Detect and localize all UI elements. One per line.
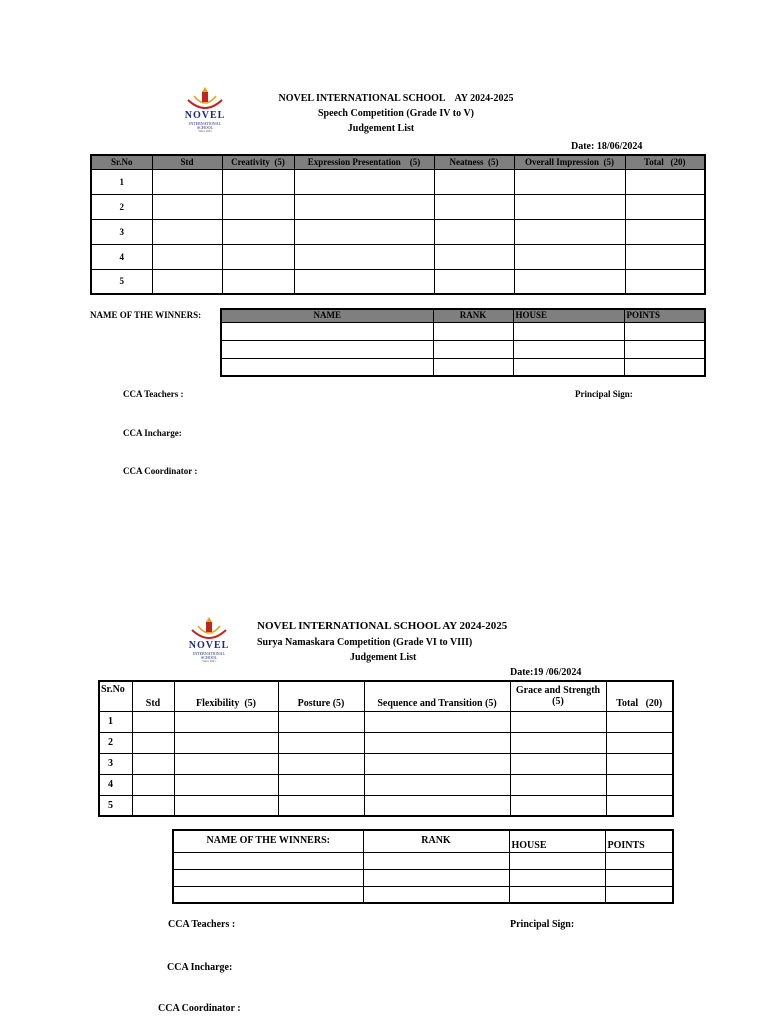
table-row [99,711,673,732]
judgement-list-title: Judgement List [350,652,417,663]
entry-cell[interactable] [434,219,514,244]
col-header: Flexibility (5) [174,681,278,711]
entry-cell[interactable] [152,244,222,269]
entry-cell[interactable] [606,711,673,732]
col-header: Std [132,681,174,711]
table-row [91,244,705,269]
entry-cell[interactable] [433,358,513,376]
entry-cell[interactable] [514,269,625,294]
entry-cell[interactable] [174,711,278,732]
table-row [91,169,705,194]
entry-cell[interactable] [434,244,514,269]
school-title: NOVEL INTERNATIONAL SCHOOL AY 2024-2025 [278,93,514,104]
entry-cell[interactable] [132,732,174,753]
entry-cell[interactable] [513,358,624,376]
entry-cell[interactable] [132,774,174,795]
entry-cell[interactable] [152,169,222,194]
entry-cell[interactable] [625,169,705,194]
cca-incharge-label: CCA Incharge: [123,428,182,438]
col-header: Creativity (5) [222,155,294,169]
logo-wordmark: NOVEL [184,110,226,121]
entry-cell[interactable] [174,774,278,795]
sr-no-cell: 5 [99,795,132,816]
table-row [221,340,705,358]
entry-cell[interactable] [625,219,705,244]
logo-subtext: INTERNATIONAL [189,121,221,126]
entry-cell[interactable] [278,753,364,774]
school-logo-2 [178,616,240,662]
sr-no-cell: 4 [99,774,132,795]
entry-cell[interactable] [132,753,174,774]
entry-cell[interactable] [174,732,278,753]
entry-cell[interactable] [152,194,222,219]
winners-table [172,829,674,904]
entry-cell[interactable] [625,194,705,219]
entry-cell[interactable] [222,219,294,244]
entry-cell[interactable] [173,852,363,869]
table-row [91,219,705,244]
competition-title: Surya Namaskara Competition (Grade VI to VIII) [257,637,473,648]
entry-cell[interactable] [434,194,514,219]
col-header: Sr.No [91,155,152,169]
entry-cell[interactable] [605,886,673,903]
col-header: RANK [433,309,513,322]
entry-cell[interactable] [434,169,514,194]
principal-sign-label: Principal Sign: [510,919,575,930]
col-header: POINTS [624,309,705,322]
table-row [173,886,673,903]
cca-coordinator-label: CCA Coordinator : [158,1003,241,1014]
logo-since: Since 2001 [202,659,216,663]
entry-cell[interactable] [510,753,606,774]
table-row [173,869,673,886]
cca-coordinator-label: CCA Coordinator : [123,466,198,476]
entry-cell[interactable] [510,711,606,732]
sr-no-cell: 3 [99,753,132,774]
entry-cell[interactable] [363,869,509,886]
entry-cell[interactable] [433,340,513,358]
cca-teachers-label: CCA Teachers : [168,919,236,930]
entry-cell[interactable] [278,711,364,732]
col-header: Grace and Strength (5) [510,681,606,711]
entry-cell[interactable] [174,753,278,774]
winners-table [220,308,706,377]
table-row [99,753,673,774]
entry-cell[interactable] [221,358,433,376]
entry-cell[interactable] [606,795,673,816]
winners-label: NAME OF THE WINNERS: [90,310,202,320]
entry-cell[interactable] [222,244,294,269]
entry-cell[interactable] [294,269,434,294]
logo-since: Since 2001 [198,129,212,133]
entry-cell[interactable] [294,169,434,194]
col-header: Std [152,155,222,169]
entry-cell[interactable] [173,886,363,903]
col-header: HOUSE [513,309,624,322]
entry-cell[interactable] [624,322,705,340]
principal-sign-label: Principal Sign: [575,389,633,399]
entry-cell[interactable] [152,269,222,294]
judgement-table [90,154,706,295]
entry-cell[interactable] [624,340,705,358]
date-label: Date: 18/06/2024 [571,141,643,152]
entry-cell[interactable] [294,194,434,219]
col-header: NAME OF THE WINNERS: [173,830,363,852]
sr-no-cell: 1 [91,169,152,194]
col-header: POINTS [605,830,673,852]
judgement-table [98,680,674,817]
entry-cell[interactable] [509,852,605,869]
entry-cell[interactable] [509,886,605,903]
entry-cell[interactable] [221,340,433,358]
entry-cell[interactable] [510,732,606,753]
entry-cell[interactable] [514,219,625,244]
entry-cell[interactable] [624,358,705,376]
logo-subtext: SCHOOL [196,125,213,130]
entry-cell[interactable] [606,753,673,774]
table-row [91,194,705,219]
sr-no-cell: 1 [99,711,132,732]
judgement-list-title: Judgement List [347,123,415,134]
entry-cell[interactable] [433,322,513,340]
entry-cell[interactable] [278,774,364,795]
entry-cell[interactable] [364,732,510,753]
table-row [221,358,705,376]
logo-subtext: SCHOOL [200,655,217,660]
entry-cell[interactable] [510,795,606,816]
table-header-row [91,155,705,169]
table-row [91,269,705,294]
col-header: Overall Impression (5) [514,155,625,169]
entry-cell[interactable] [363,886,509,903]
table-row [99,795,673,816]
col-header: HOUSE [509,830,605,852]
entry-cell[interactable] [510,774,606,795]
col-header: Expression Presentation (5) [294,155,434,169]
entry-cell[interactable] [625,269,705,294]
entry-cell[interactable] [222,269,294,294]
sr-no-cell: 4 [91,244,152,269]
table-row [99,774,673,795]
school-title: NOVEL INTERNATIONAL SCHOOL AY 2024-2025 [257,620,508,632]
sr-no-cell: 2 [91,194,152,219]
entry-cell[interactable] [364,753,510,774]
col-header: Posture (5) [278,681,364,711]
col-header: RANK [363,830,509,852]
sr-no-cell: 5 [91,269,152,294]
date-label: Date:19 /06/2024 [510,667,582,678]
entry-cell[interactable] [132,795,174,816]
entry-cell[interactable] [294,219,434,244]
entry-cell[interactable] [513,322,624,340]
entry-cell[interactable] [222,169,294,194]
entry-cell[interactable] [363,852,509,869]
col-header: Total (20) [625,155,705,169]
table-header-row [99,681,673,711]
table-header-row [173,830,673,852]
entry-cell[interactable] [364,711,510,732]
entry-cell[interactable] [174,795,278,816]
table-header-row [221,309,705,322]
entry-cell[interactable] [294,244,434,269]
col-header: Total (20) [606,681,673,711]
entry-cell[interactable] [513,340,624,358]
entry-cell[interactable] [173,869,363,886]
entry-cell[interactable] [509,869,605,886]
entry-cell[interactable] [606,732,673,753]
entry-cell[interactable] [514,194,625,219]
cca-teachers-label: CCA Teachers : [123,389,184,399]
entry-cell[interactable] [132,711,174,732]
entry-cell[interactable] [606,774,673,795]
col-header: Neatness (5) [434,155,514,169]
entry-cell[interactable] [625,244,705,269]
entry-cell[interactable] [605,852,673,869]
table-row [99,732,673,753]
sr-no-cell: 2 [99,732,132,753]
col-header: Sr.No [99,681,132,711]
entry-cell[interactable] [364,774,510,795]
entry-cell[interactable] [514,169,625,194]
cca-incharge-label: CCA Incharge: [167,962,233,973]
entry-cell[interactable] [278,732,364,753]
logo-subtext: INTERNATIONAL [193,651,225,656]
table-row [173,852,673,869]
sr-no-cell: 3 [91,219,152,244]
school-logo-1 [174,86,236,132]
entry-cell[interactable] [278,795,364,816]
col-header: Sequence and Transition (5) [364,681,510,711]
logo-wordmark: NOVEL [188,640,230,651]
entry-cell[interactable] [152,219,222,244]
entry-cell[interactable] [221,322,433,340]
entry-cell[interactable] [434,269,514,294]
entry-cell[interactable] [605,869,673,886]
col-header: NAME [221,309,433,322]
entry-cell[interactable] [364,795,510,816]
table-row [221,322,705,340]
competition-title: Speech Competition (Grade IV to V) [317,108,474,119]
entry-cell[interactable] [514,244,625,269]
entry-cell[interactable] [222,194,294,219]
